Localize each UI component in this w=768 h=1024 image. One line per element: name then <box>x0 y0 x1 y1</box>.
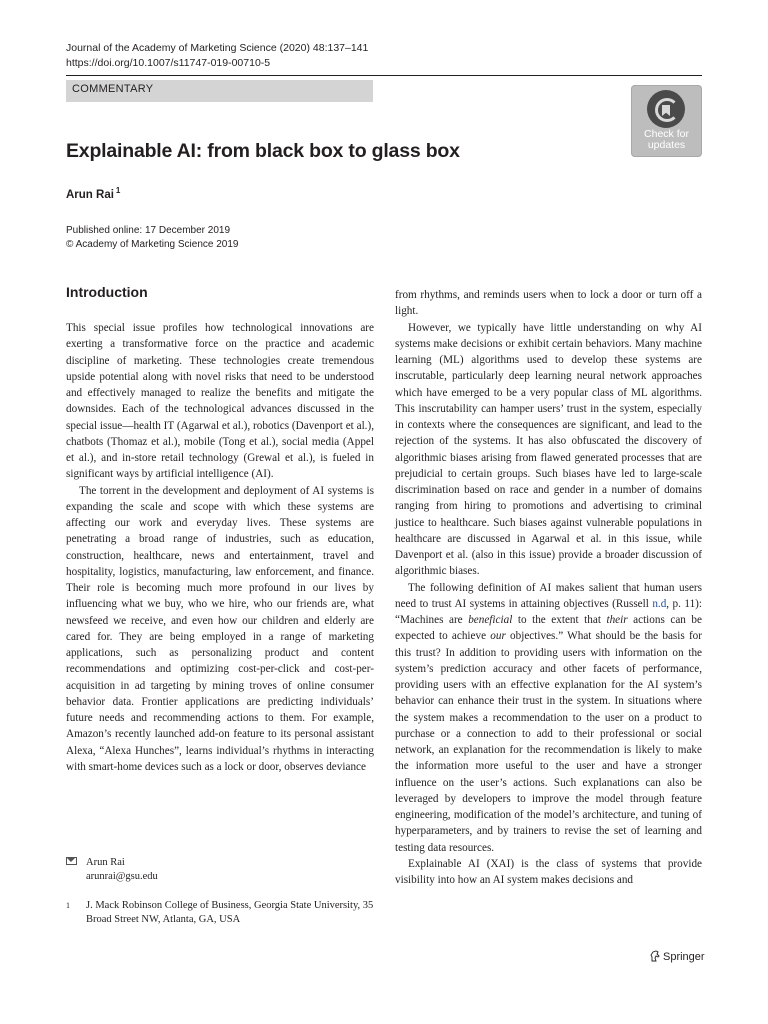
text-run: The following definition of AI makes salient that human users need to trust AI systems in attaining objectives (Russell <box>395 581 702 610</box>
article-title: Explainable AI: from black box to glass box <box>66 140 460 162</box>
publisher-logo <box>650 950 705 963</box>
right-column <box>395 287 702 888</box>
header-rule <box>66 75 702 76</box>
envelope-icon <box>66 857 77 865</box>
citation-link[interactable]: n.d <box>652 597 667 610</box>
emphasis: their <box>606 614 628 626</box>
publication-info <box>66 224 238 252</box>
contact-footnote <box>86 856 158 884</box>
left-column <box>66 320 374 775</box>
section-banner <box>66 80 373 102</box>
paragraph: This special issue profiles how technological innovations are exerting a transformative force on the practice and academic discipline of marketing. These technologies create tremendous upside potential along with novel risks that need to be understood and effectively managed to realize the benefits and mitigate the downsides. Each of the technological advances discussed in the special issue—health IT (Agarwal et al.), robotics (Davenport et al.), chatbots (Thomaz et al.), mobile (Tong et al.), social media (Appel et al.), and in-store retail technology (Grewal et al.), is fueled in significant ways by artificial intelligence (AI). <box>66 322 374 481</box>
contact-email[interactable]: arunrai@gsu.edu <box>86 871 158 882</box>
copyright-line: © Academy of Marketing Science 2019 <box>66 239 239 250</box>
check-for-updates-badge[interactable] <box>631 85 702 157</box>
journal-citation: Journal of the Academy of Marketing Science (2020) 48:137–141 <box>66 42 369 54</box>
author-name[interactable]: Arun Rai <box>66 188 114 201</box>
journal-header <box>66 41 368 71</box>
emphasis: our <box>490 630 506 643</box>
contact-name: Arun Rai <box>86 857 125 868</box>
badge-line-1: Check for <box>644 128 689 140</box>
paragraph: Explainable AI (XAI) is the class of systems that provide visibility into how an AI system makes decisions and <box>395 857 702 886</box>
published-date: Published online: 17 December 2019 <box>66 225 230 236</box>
springer-horse-icon <box>650 950 660 962</box>
affiliation-line: J. Mack Robinson College of Business, Georgia State University, 35 <box>86 900 374 911</box>
paragraph: However, we typically have little understanding on why AI systems make decisions or exhibit certain behaviors. Many machine learning (ML) algorithms used to develop these systems are inscrutable, particularly deep learning neural network approaches which have emerged to be a very popular class of ML algorithms. This inscrutability can hamper users’ trust in the system, especially in contexts where the consequences are significant, and lead to the rejection of the systems. It has also obfuscated the discovery of algorithmic biases arising from flawed generated processes that are prejudicial to certain groups. Such biases have led to large-scale discrimination based on race and gender in a number of domains ranging from hiring to promotions and advertising to criminal justice to healthcare. Such biases against vulnerable populations in healthcare are discussed in Agarwal et al. in this issue, while Davenport et al. (also in this issue) provide a broader discussion of algorithmic biases. <box>395 321 702 578</box>
emphasis: beneficial <box>468 614 513 626</box>
text-run: , p. 11): “Machines are <box>395 597 703 626</box>
author-affiliation-mark: 1 <box>115 186 121 195</box>
publisher-name: Springer <box>663 951 705 963</box>
paragraph <box>395 580 702 856</box>
affiliation-line: Broad Street NW, Atlanta, GA, USA <box>86 914 241 925</box>
section-label: COMMENTARY <box>72 83 154 95</box>
text-run: objectives.” What should be the basis for this trust? In addition to providing users with information on the system’s prediction accuracy and other facets of performance, providing users with an effective explanation for the AI system’s behavior can enhance their trust in the system. In situations where the system makes a recommendation to the user on a product to purchase or a connection to add to their professional or social network, an explanation for the recommendation is likely to make the information more useful to the user and have a stronger influence on the user’s actions. Such explanations can also be leveraged by developers to improve the model through feature engineering, modification of the model’s architecture, and tuning of hyperparameters, and by trainers to revise the set of learning and testing data resources. <box>395 630 702 854</box>
text-run: actions can be expected to achieve <box>395 614 702 643</box>
affiliation-number: 1 <box>66 901 70 910</box>
section-heading: Introduction <box>66 284 148 300</box>
text-run: to the extent that <box>512 614 607 626</box>
badge-line-2: updates <box>647 139 686 151</box>
doi-link[interactable]: https://doi.org/10.1007/s11747-019-00710-5 <box>66 57 271 69</box>
affiliation-footnote <box>86 899 373 927</box>
paragraph: The torrent in the development and deployment of AI systems is expanding the scale and scope with which these systems are affecting our work and everyday lives. These systems are penetrating a broad range of industries, such as education, construction, healthcare, news and entertainment, travel and hospitality, logistics, manufacturing, law enforcement, and finance. Their role is becoming much more profound in our lives by influencing what we buy, who we hire, who our friends are, what newsfeed we receive, and even how our children and elderly are cared for. They are being employed in a range of marketing applications, such as personalizing product and content recommendations and optimizing cost-per-click and cost-per-acquisition in ad targeting by mining troves of online consumer behavior data. Frontier applications are predicting individuals’ future needs and recommending actions to them. For example, Amazon’s recently launched add-on feature to its personal assistant Alexa, “Alexa Hunches”, learns individual’s rhythms in interacting with smart-home devices such as a lock or door, observes deviance <box>66 484 374 773</box>
author-line <box>66 186 120 201</box>
paragraph: from rhythms, and reminds users when to lock a door or turn off a light. <box>395 289 702 318</box>
